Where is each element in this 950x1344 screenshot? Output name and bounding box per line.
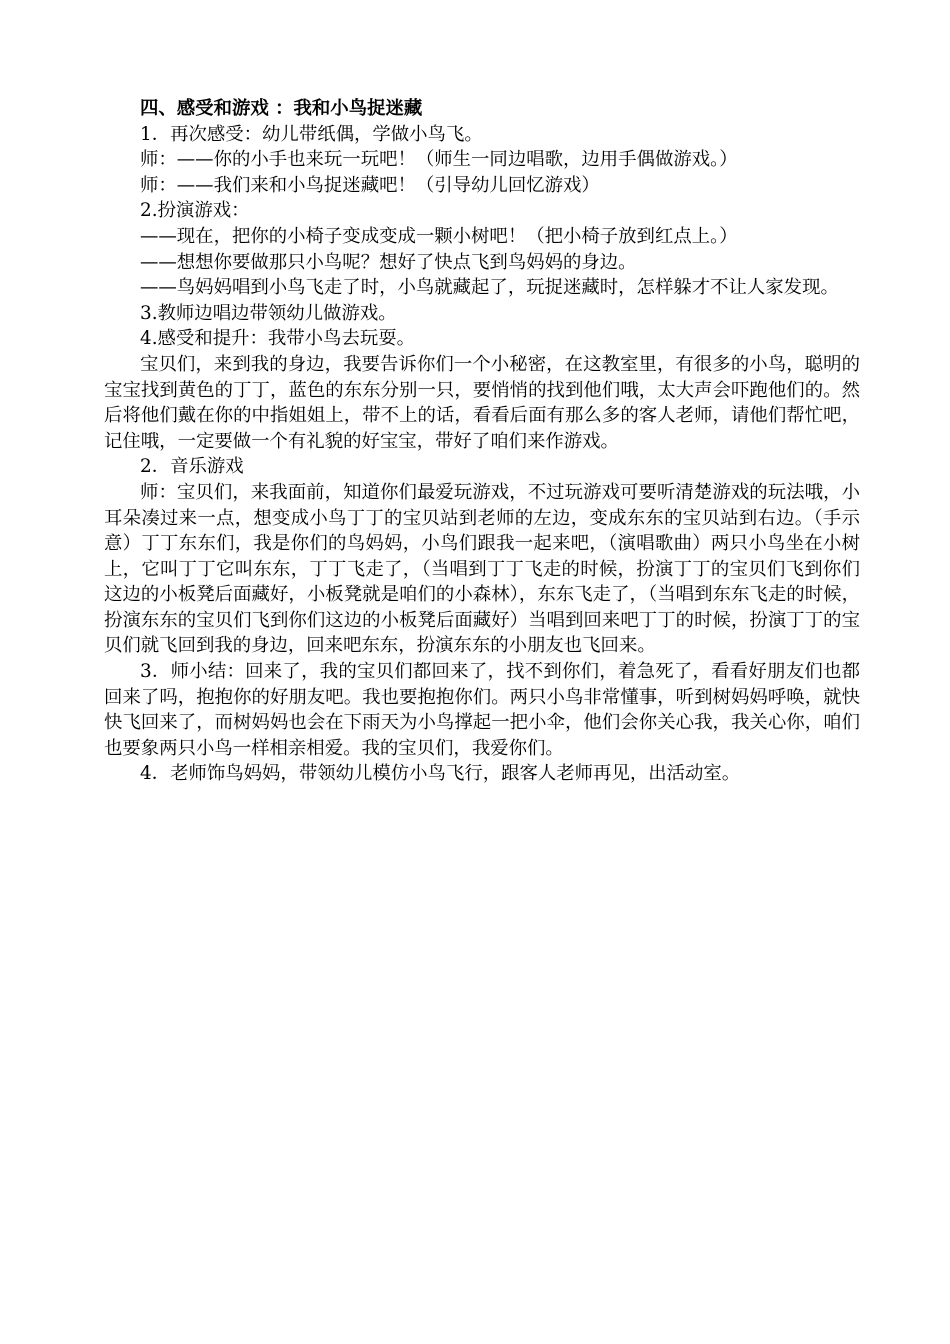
paragraph-8: 3.教师边唱边带领幼儿做游戏。 (140, 302, 397, 324)
paragraph-11: 2．音乐游戏 (140, 456, 244, 478)
paragraph-12: 师：宝贝们，来我面前，知道你们最爱玩游戏，不过玩游戏可要听清楚游戏的玩法哦，小耳朵凑过来一点，想变成小鸟丁丁的宝贝站到老师的左边，变成东东的宝贝站到右边。（手示意）丁丁东东们，我是你们的鸟妈妈，小鸟们跟我一起来吧，（演唱歌曲）两只小鸟坐在小树上，它叫丁丁它叫东东，丁丁飞走了，（当唱到丁丁飞走的时候，扮演丁丁的宝贝们飞到你们这边的小板凳后面藏好，小板凳就是咱们的小森林），东东飞走了，（当唱到东东飞走的时候，扮演东东的宝贝们飞到你们这边的小板凳后面藏好）当唱到回来吧丁丁的时候，扮演丁丁的宝贝们就飞回到我的身边，回来吧东东，扮演东东的小朋友也飞回来。 (104, 481, 860, 657)
paragraph-9: 4.感受和提升：我带小鸟去玩耍。 (140, 328, 416, 350)
paragraph-6: ——想想你要做那只小鸟呢？想好了快点飞到鸟妈妈的身边。 (140, 251, 637, 273)
paragraph-5: ——现在，把你的小椅子变成变成一颗小树吧！（把小椅子放到红点上。） (140, 225, 738, 247)
section-heading: 四、感受和游戏 ：我和小鸟捉迷藏 (140, 98, 423, 119)
paragraph-4: 2.扮演游戏： (140, 200, 250, 222)
paragraph-10: 宝贝们，来到我的身边，我要告诉你们一个小秘密，在这教室里，有很多的小鸟，聪明的宝宝找到黄色的丁丁，蓝色的东东分别一只，要悄悄的找到他们哦，太大声会吓跑他们的。然后将他们戴在你的中指姐姐上，带不上的话，看看后面有那么多的客人老师，请他们帮忙吧，记住哦，一定要做一个有礼貌的好宝宝，带好了咱们来作游戏。 (104, 353, 860, 452)
paragraph-1: 1．再次感受：幼儿带纸偶，学做小鸟飞。 (140, 123, 483, 145)
paragraph-3: 师：——我们来和小鸟捉迷藏吧！（引导幼儿回忆游戏） (140, 174, 600, 196)
paragraph-14: 4．老师饰鸟妈妈，带领幼儿模仿小鸟飞行，跟客人老师再见，出活动室。 (140, 763, 741, 785)
document-page (104, 96, 860, 787)
paragraph-2: 师：——你的小手也来玩一玩吧！（师生一同边唱歌，边用手偶做游戏。） (140, 149, 738, 171)
paragraph-13: 3．师小结：回来了，我的宝贝们都回来了，找不到你们，着急死了，看看好朋友们也都回来了吗，抱抱你的好朋友吧。我也要抱抱你们。两只小鸟非常懂事，听到树妈妈呼唤，就快快飞回来了，而树妈妈也会在下雨天为小鸟撑起一把小伞，他们会你关心我，我关心你，咱们也要象两只小鸟一样相亲相爱。我的宝贝们，我爱你们。 (104, 661, 860, 759)
paragraph-7: ——鸟妈妈唱到小鸟飞走了时，小鸟就藏起了，玩捉迷藏时，怎样躲才不让人家发现。 (140, 277, 839, 299)
